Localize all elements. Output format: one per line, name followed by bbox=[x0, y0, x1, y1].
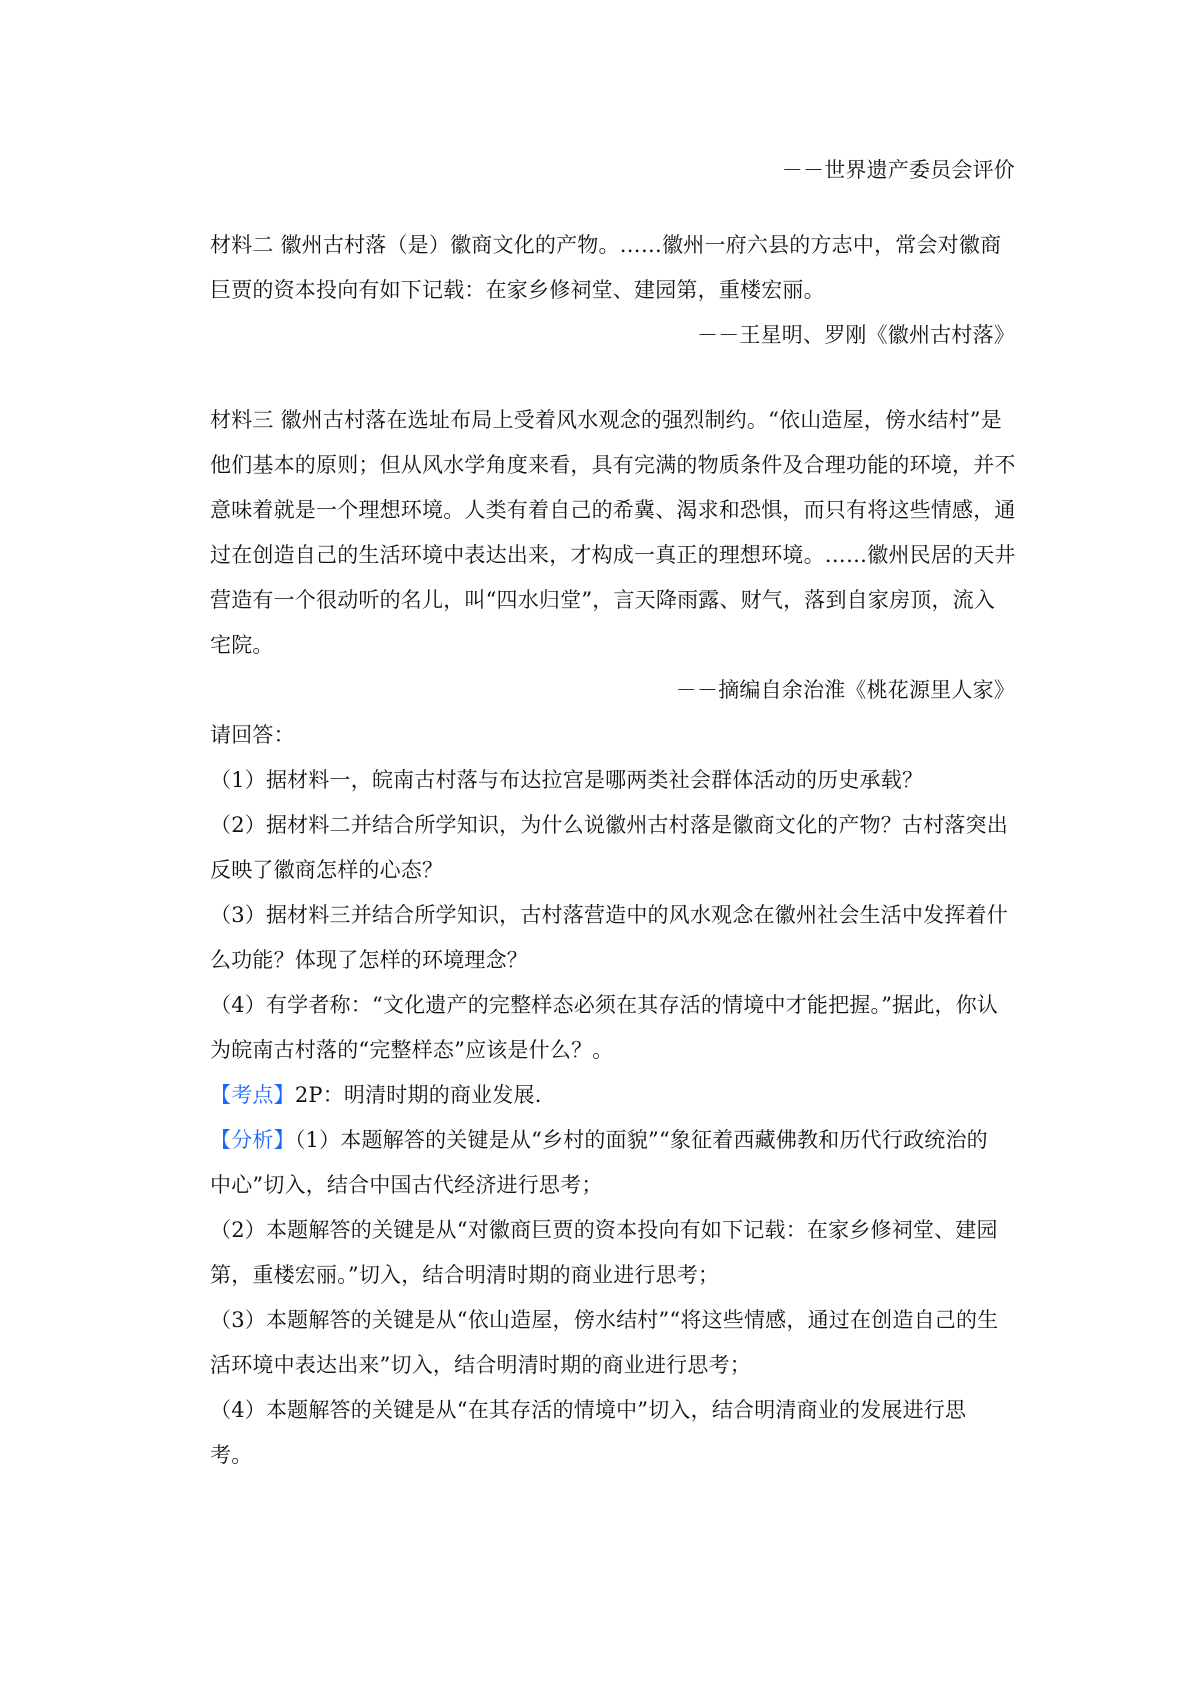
material3-line-2: 他们基本的原则；但从风水学角度来看，具有完满的物质条件及合理功能的环境，并不 bbox=[210, 453, 1016, 477]
fenxi-line-2: 中心”切入，结合中国古代经济进行思考； bbox=[210, 1173, 603, 1197]
fenxi-line-5: （3）本题解答的关键是从“依山造屋，傍水结村”“将这些情感，通过在创造自己的生 bbox=[210, 1308, 999, 1332]
kaodian-tag: 【考点】 bbox=[210, 1083, 295, 1107]
fenxi-line-3: （2）本题解答的关键是从“对徽商巨贾的资本投向有如下记载：在家乡修祠堂、建园 bbox=[210, 1218, 998, 1242]
material3-line-5: 营造有一个很动听的名儿，叫“四水归堂”，言天降雨露、财气，落到自家房顶，流入 bbox=[210, 588, 996, 612]
question-1: （1）据材料一，皖南古村落与布达拉宫是哪两类社会群体活动的历史承载？ bbox=[210, 768, 924, 792]
question-2-line-2: 反映了徽商怎样的心态？ bbox=[210, 858, 444, 882]
question-3-line-1: （3）据材料三并结合所学知识，古村落营造中的风水观念在徽州社会生活中发挥着什 bbox=[210, 903, 1008, 927]
fenxi-line-1 bbox=[210, 1125, 1020, 1155]
material2-source: －－王星明、罗刚《徽州古村落》 bbox=[697, 323, 1015, 347]
material3-source: －－摘编自余治淮《桃花源里人家》 bbox=[675, 678, 1015, 702]
kaodian-line bbox=[210, 1080, 1020, 1110]
fenxi-tag: 【分析】 bbox=[210, 1128, 295, 1152]
material3-line-3: 意味着就是一个理想环境。人类有着自己的希冀、渴求和恐惧，而只有将这些情感，通 bbox=[210, 498, 1016, 522]
question-4-line-2: 为皖南古村落的“完整样态”应该是什么？。 bbox=[210, 1038, 614, 1062]
material2-line-1: 材料二 徽州古村落（是）徽商文化的产物。……徽州一府六县的方志中，常会对徽商 bbox=[210, 233, 1002, 257]
fenxi-line-7: （4）本题解答的关键是从“在其存活的情境中”切入，结合明清商业的发展进行思 bbox=[210, 1398, 967, 1422]
fenxi-line-6: 活环境中表达出来”切入，结合明清时期的商业进行思考； bbox=[210, 1353, 751, 1377]
material3-line-4: 过在创造自己的生活环境中表达出来，才构成一真正的理想环境。……徽州民居的天井 bbox=[210, 543, 1016, 567]
answer-prompt: 请回答： bbox=[210, 723, 295, 747]
attribution-world-heritage: －－世界遗产委员会评价 bbox=[781, 158, 1015, 182]
fenxi-line-4: 第，重楼宏丽。”切入，结合明清时期的商业进行思考； bbox=[210, 1263, 720, 1287]
question-3-line-2: 么功能？体现了怎样的环境理念？ bbox=[210, 948, 528, 972]
material3-line-6: 宅院。 bbox=[210, 633, 274, 657]
question-2-line-1: （2）据材料二并结合所学知识，为什么说徽州古村落是徽商文化的产物？古村落突出 bbox=[210, 813, 1008, 837]
material2-line-2: 巨贾的资本投向有如下记载：在家乡修祠堂、建园第，重楼宏丽。 bbox=[210, 278, 825, 302]
question-4-line-1: （4）有学者称：“文化遗产的完整样态必须在其存活的情境中才能把握。”据此，你认 bbox=[210, 993, 999, 1017]
kaodian-text: 2P：明清时期的商业发展. bbox=[294, 1083, 542, 1107]
fenxi-first-text: （1）本题解答的关键是从“乡村的面貌”“象征着西藏佛教和历代行政统治的 bbox=[294, 1128, 988, 1152]
fenxi-line-8: 考。 bbox=[210, 1443, 253, 1467]
material3-line-1: 材料三 徽州古村落在选址布局上受着风水观念的强烈制约。“依山造屋，傍水结村”是 bbox=[210, 408, 1002, 432]
